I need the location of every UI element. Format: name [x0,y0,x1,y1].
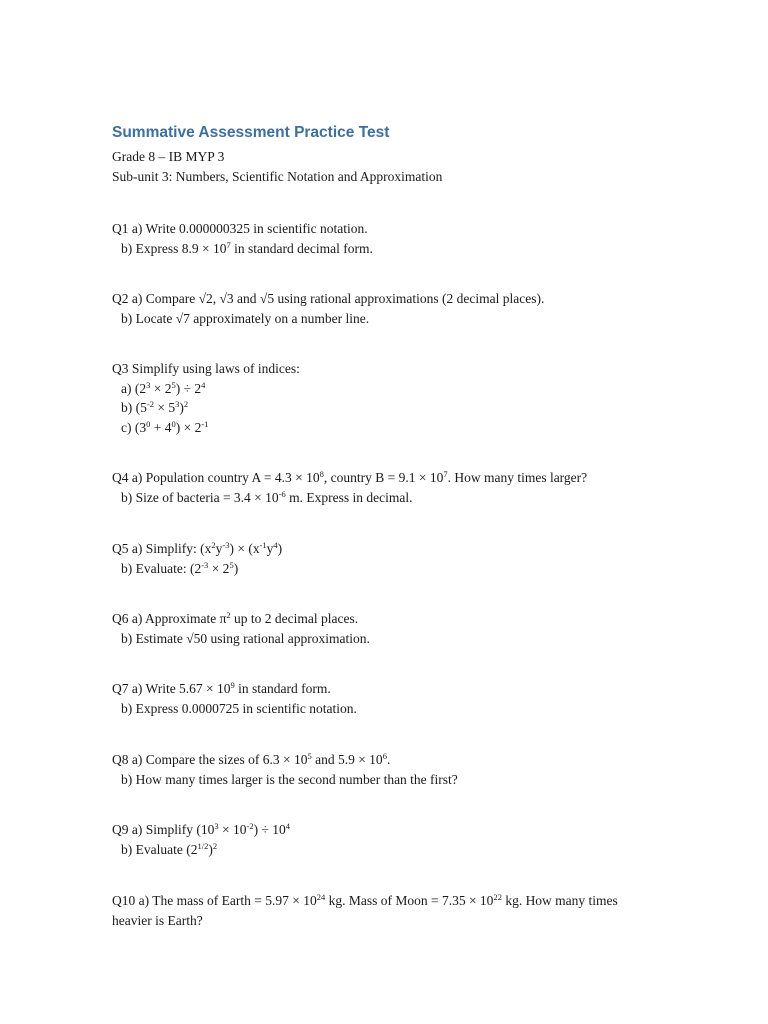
question-6a: Q6 a) Approximate $\pi^2$ up to 2 decimal places. [112,610,359,626]
question-5b: b) Evaluate: $(2^{-3} \times 2^5)$ [121,559,239,576]
question-8b: b) How many times larger is the second number than the first? [121,771,458,787]
question-3 [112,359,672,437]
grade-line: Grade 8 – IB MYP 3 [112,149,225,164]
question-6b: b) Estimate √50 using rational approximation. [121,630,370,646]
question-7 [112,679,672,718]
question-7a: Q7 a) Write $5.67 \times 10^9$ in standard form. [112,680,331,696]
question-6 [112,609,672,648]
question-5 [112,539,672,578]
question-2a: Q2 a) Compare √2, √3 and √5 using rational approximations (2 decimal places). [112,291,545,306]
question-9b: b) Evaluate $(2^{1/2})^2$ [121,840,218,857]
question-4a: Q4 a) Population country $A = 4.3 \times 10^8$, country $B = 9.1 \times 10^7$. How many times larger? [112,469,588,485]
question-10 [112,891,652,930]
question-3-stem: Q3 Simplify using laws of indices: [112,361,300,376]
question-3b: b) $(5^{-2} \times 5^3)^2$ [121,399,189,415]
question-2 [112,289,672,328]
question-3a: a) $(2^3 \times 2^5) \div 2^4$ [121,379,206,396]
question-8a: Q8 a) Compare the sizes of $6.3 \times 10^5$ and $5.9 \times 10^6$. [112,751,391,767]
question-10a: Q10 a) The mass of Earth = $5.97 \times 10^{24}$ kg. Mass of Moon = $7.35 \times 10^{22}$ kg. How many times heavier is Earth? [112,892,618,928]
question-3c: c) $(3^0 + 4^0) \times 2^{-1}$ [121,418,209,435]
question-8 [112,750,672,789]
subunit-line: Sub-unit 3: Numbers, Scientific Notation and Approximation [112,169,443,184]
question-5a: Q5 a) Simplify: $(x^2y^{-3}) \times (x^{-1}y^4)$ [112,540,283,556]
question-2b: b) Locate √7 approximately on a number line. [121,310,370,326]
question-4b: b) Size of bacteria = $3.4 \times 10^{-6}$ m. Express in decimal. [121,488,413,505]
question-4 [112,468,672,507]
page-title: Summative Assessment Practice Test [112,124,390,141]
question-1b: b) Express $8.9 \times 10^7$ in standard decimal form. [121,239,373,256]
question-1 [112,219,672,258]
question-1a: Q1 a) Write 0.000000325 in scientific notation. [112,221,368,236]
question-7b: b) Express 0.0000725 in scientific notation. [121,700,357,716]
question-9a: Q9 a) Simplify $(10^3 \times 10^{-2}) \div 10^4$ [112,821,290,837]
question-9 [112,820,672,859]
